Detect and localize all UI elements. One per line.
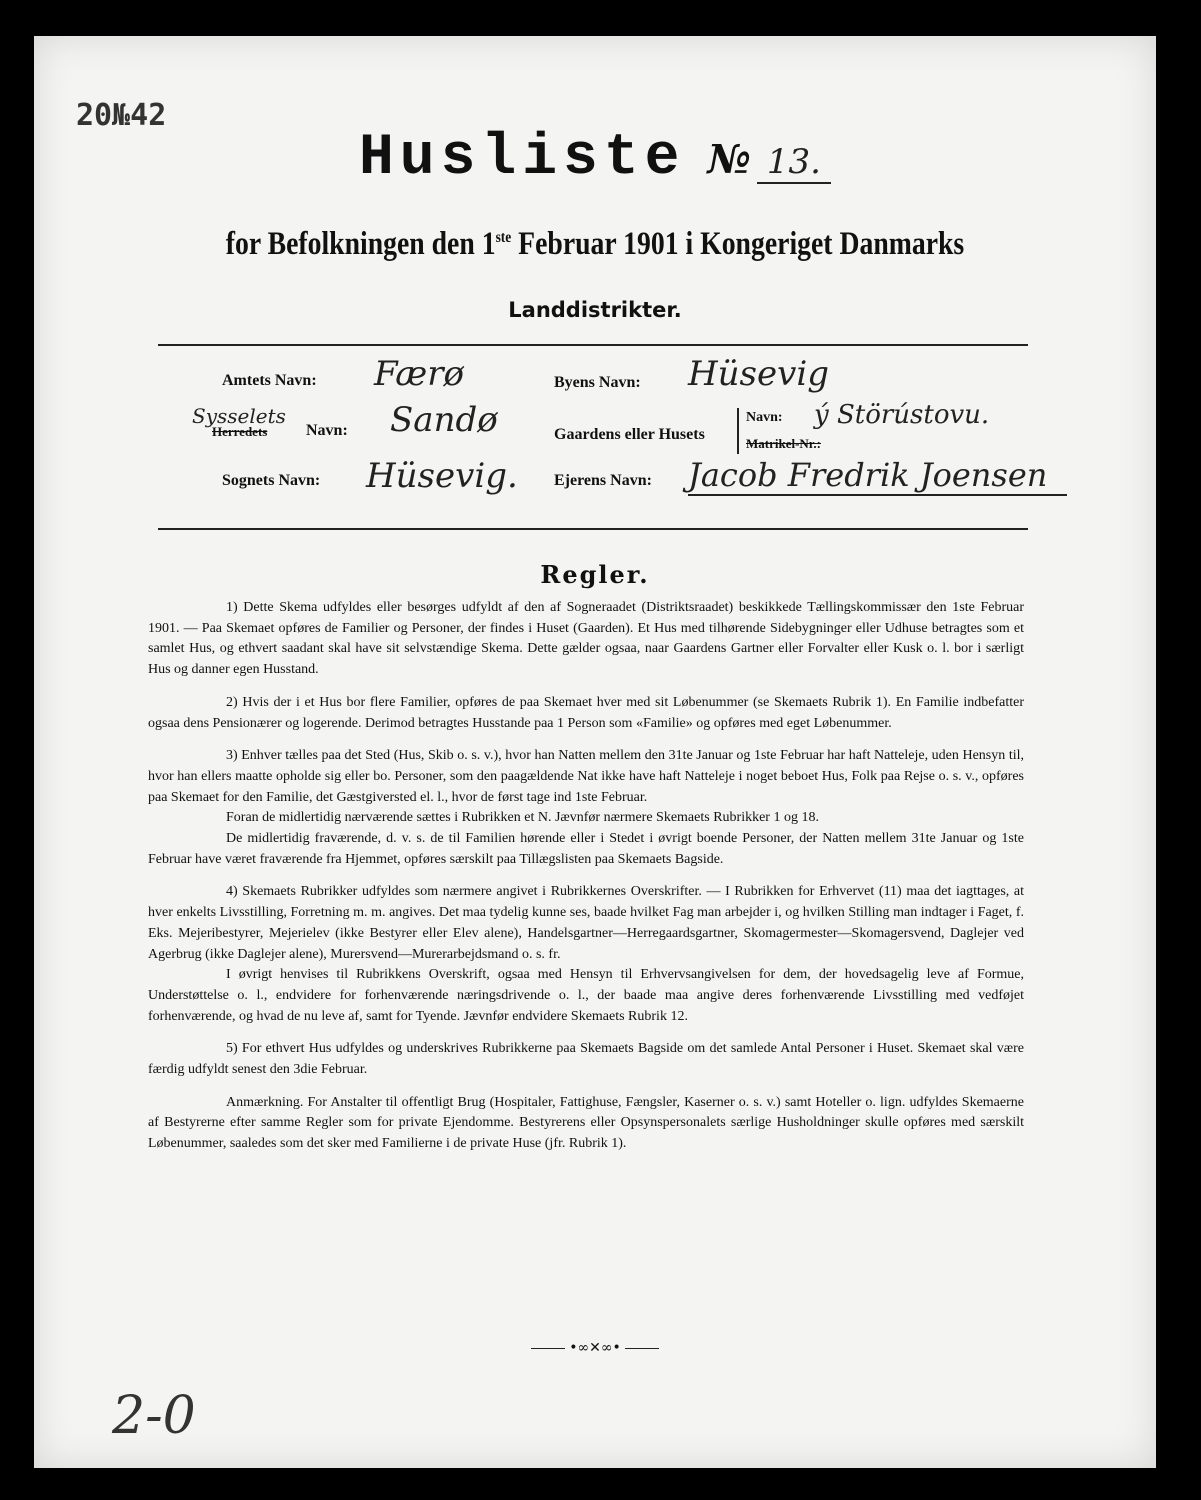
top-rule [158,344,1028,346]
archive-number-stamp: 20№42 [76,98,167,133]
gaard-matrikel-struck: Matrikel-Nr.: [746,436,821,451]
sogn-value: Hüsevig. [366,456,518,496]
gaard-label: Gaardens eller Husets [554,426,705,443]
gaard-bracket [737,408,739,454]
rule-5: 5) For ethvert Hus udfyldes og underskrives Rubrikkerne paa Skemaets Bagside om det samlede Antal Personer i Huset. Skemaet skal være færdig udfyldt senest den 3die Februar. [148,1041,1024,1078]
ornament-divider [34,1340,1156,1356]
by-value: Hüsevig [688,354,829,394]
list-number: 13. [757,142,831,184]
herred-label: Navn: [306,422,348,439]
herred-handwritten: Sysselets [192,404,286,428]
by-label: Byens Navn: [554,374,641,391]
district-heading: Landdistrikter. [508,298,682,322]
ejer-label: Ejerens Navn: [554,472,652,489]
subtitle-part-2: Februar 1901 i Kongeriget Danmarks [511,226,965,262]
rules-heading: Regler. [540,560,650,589]
ejer-value: Jacob Fredrik Joensen [688,456,1067,496]
amt-label: Amtets Navn: [222,372,317,389]
rule-4: 4) Skemaets Rubrikker udfyldes som nærmere angivet i Rubrikkernes Overskrifter. — I Rubrikken for Erhvervet (11) maa det iagttages, at hver enkelts Livsstilling, Forretning m. m. angives. Det maa tydelig kunne ses, baade hvilket Fag man arbejder i, og hvilken Stilling man indtager i Faget, f. Eks. Mejeribestyrer, Mejerielev (ikke Bestyrer eller Elev alene), Handelsgartner—Herregaardsgartner, Skomagermester—Skomagersvend, Daglejer ved Agerbrug (ikke Daglejer alene), Murersvend—Murerarbejdsmand o. s. fr. I øvrigt henvises til Rubrikkens Overskrift, ogsaa med Hensyn til Erhvervsangivelsen for dem, der hovedsagelig leve af Formue, Understøttelse o. l., endvidere for forhenværende næringsdrivende o. l., der baade maa angive deres forhenværende Livsstilling med vedføjet forhenværende, og hvad de nu leve af, samt for Tyende. Jævnfør endvidere Skemaets Rubrik 12. [148,884,1024,1024]
amt-value: Færø [374,354,464,394]
herred-struck: Herredets [212,424,268,439]
annotation-note: Anmærkning. For Anstalter til offentligt Brug (Hospitaler, Fattighuse, Fængsler, Kaserner o. s. v.) samt Hoteller o. lign. udfyldes Skemaerne af Bestyrerne efter samme Regler som for private Ejendomme. Bestyrerens eller Opsynspersonalets særlige Husholdninger skulle opføres med særskilt Løbenummer, saaledes som det sker med Familierne i de private Huse (jfr. Rubrik 1). [148,1094,1024,1152]
form-title [34,126,1156,191]
form-subtitle [124,226,1066,263]
herred-value: Sandø [390,400,498,440]
number-sign: № [707,136,751,183]
rule-1: 1) Dette Skema udfyldes eller besørges udfyldt af den af Sogneraadet (Distriktsraadet) beskikkede Tællingskommissær den 1ste Februar 1901. — Paa Skemaet opføres de Familier og Personer, der findes i Huset (Gaarden). Et Hus med tilhørende Sidebygninger eller Udhuse betragtes som et samlet Hus, og ethvert saadant skal have sit selvstændige Skema. Dette gælder ogsaa, naar Gaardens Gartner eller Forvalter eller Kusk o. l. bor i særligt Hus og danner egen Husstand. [148,600,1024,678]
handwritten-bottom-mark: 2-0 [112,1386,196,1446]
rule-2: 2) Hvis der i et Hus bor flere Familier, opføres de paa Skemaet hver med sit Løbenummer (se Skemaets Rubrik 1). En Familie indbefatter ogsaa dens Pensionærer og logerende. Derimod betragtes Husstande paa 1 Person som «Familie» og opføres med eget Løbenummer. [148,694,1024,731]
rules-section [148,598,1024,1167]
sogn-label: Sognets Navn: [222,472,321,489]
gaard-navn-label: Navn: [746,410,783,425]
census-form-sheet [34,36,1156,1468]
gaard-navn-value: ý Störústovu. [814,400,990,430]
title-word: Husliste [358,126,686,191]
ornament-glyphs: •∞✕∞• [569,1340,621,1356]
subtitle-sup: ste [495,229,512,246]
bottom-rule [158,528,1028,530]
rule-3: 3) Enhver tælles paa det Sted (Hus, Skib o. s. v.), hvor han Natten mellem den 31te Januar og 1ste Februar har haft Natteleje, uden Hensyn til, hvor han ellers maatte opholde sig eller bo. Personer, som den paagældende Nat ikke have haft Natteleje i noget beboet Hus, Folk paa Rejse o. s. v., opføres paa Skemaet for den Familie, det Gæstgiversted el. l., hvor de først tage ind 1ste Februar. Foran de midlertidig nærværende sættes i Rubrikken et N. Jævnfør nærmere Skemaets Rubrikker 1 og 18. De midlertidig fraværende, d. v. s. de til Familien hørende eller i Stedet i øvrigt boende Personer, der Natten mellem 31te Januar og 1ste Februar have været fraværende fra Hjemmet, opføres særskilt paa Tillægslisten paa Skemaets Bagside. [148,748,1024,867]
subtitle-part-1: for Befolkningen den 1 [225,226,496,262]
